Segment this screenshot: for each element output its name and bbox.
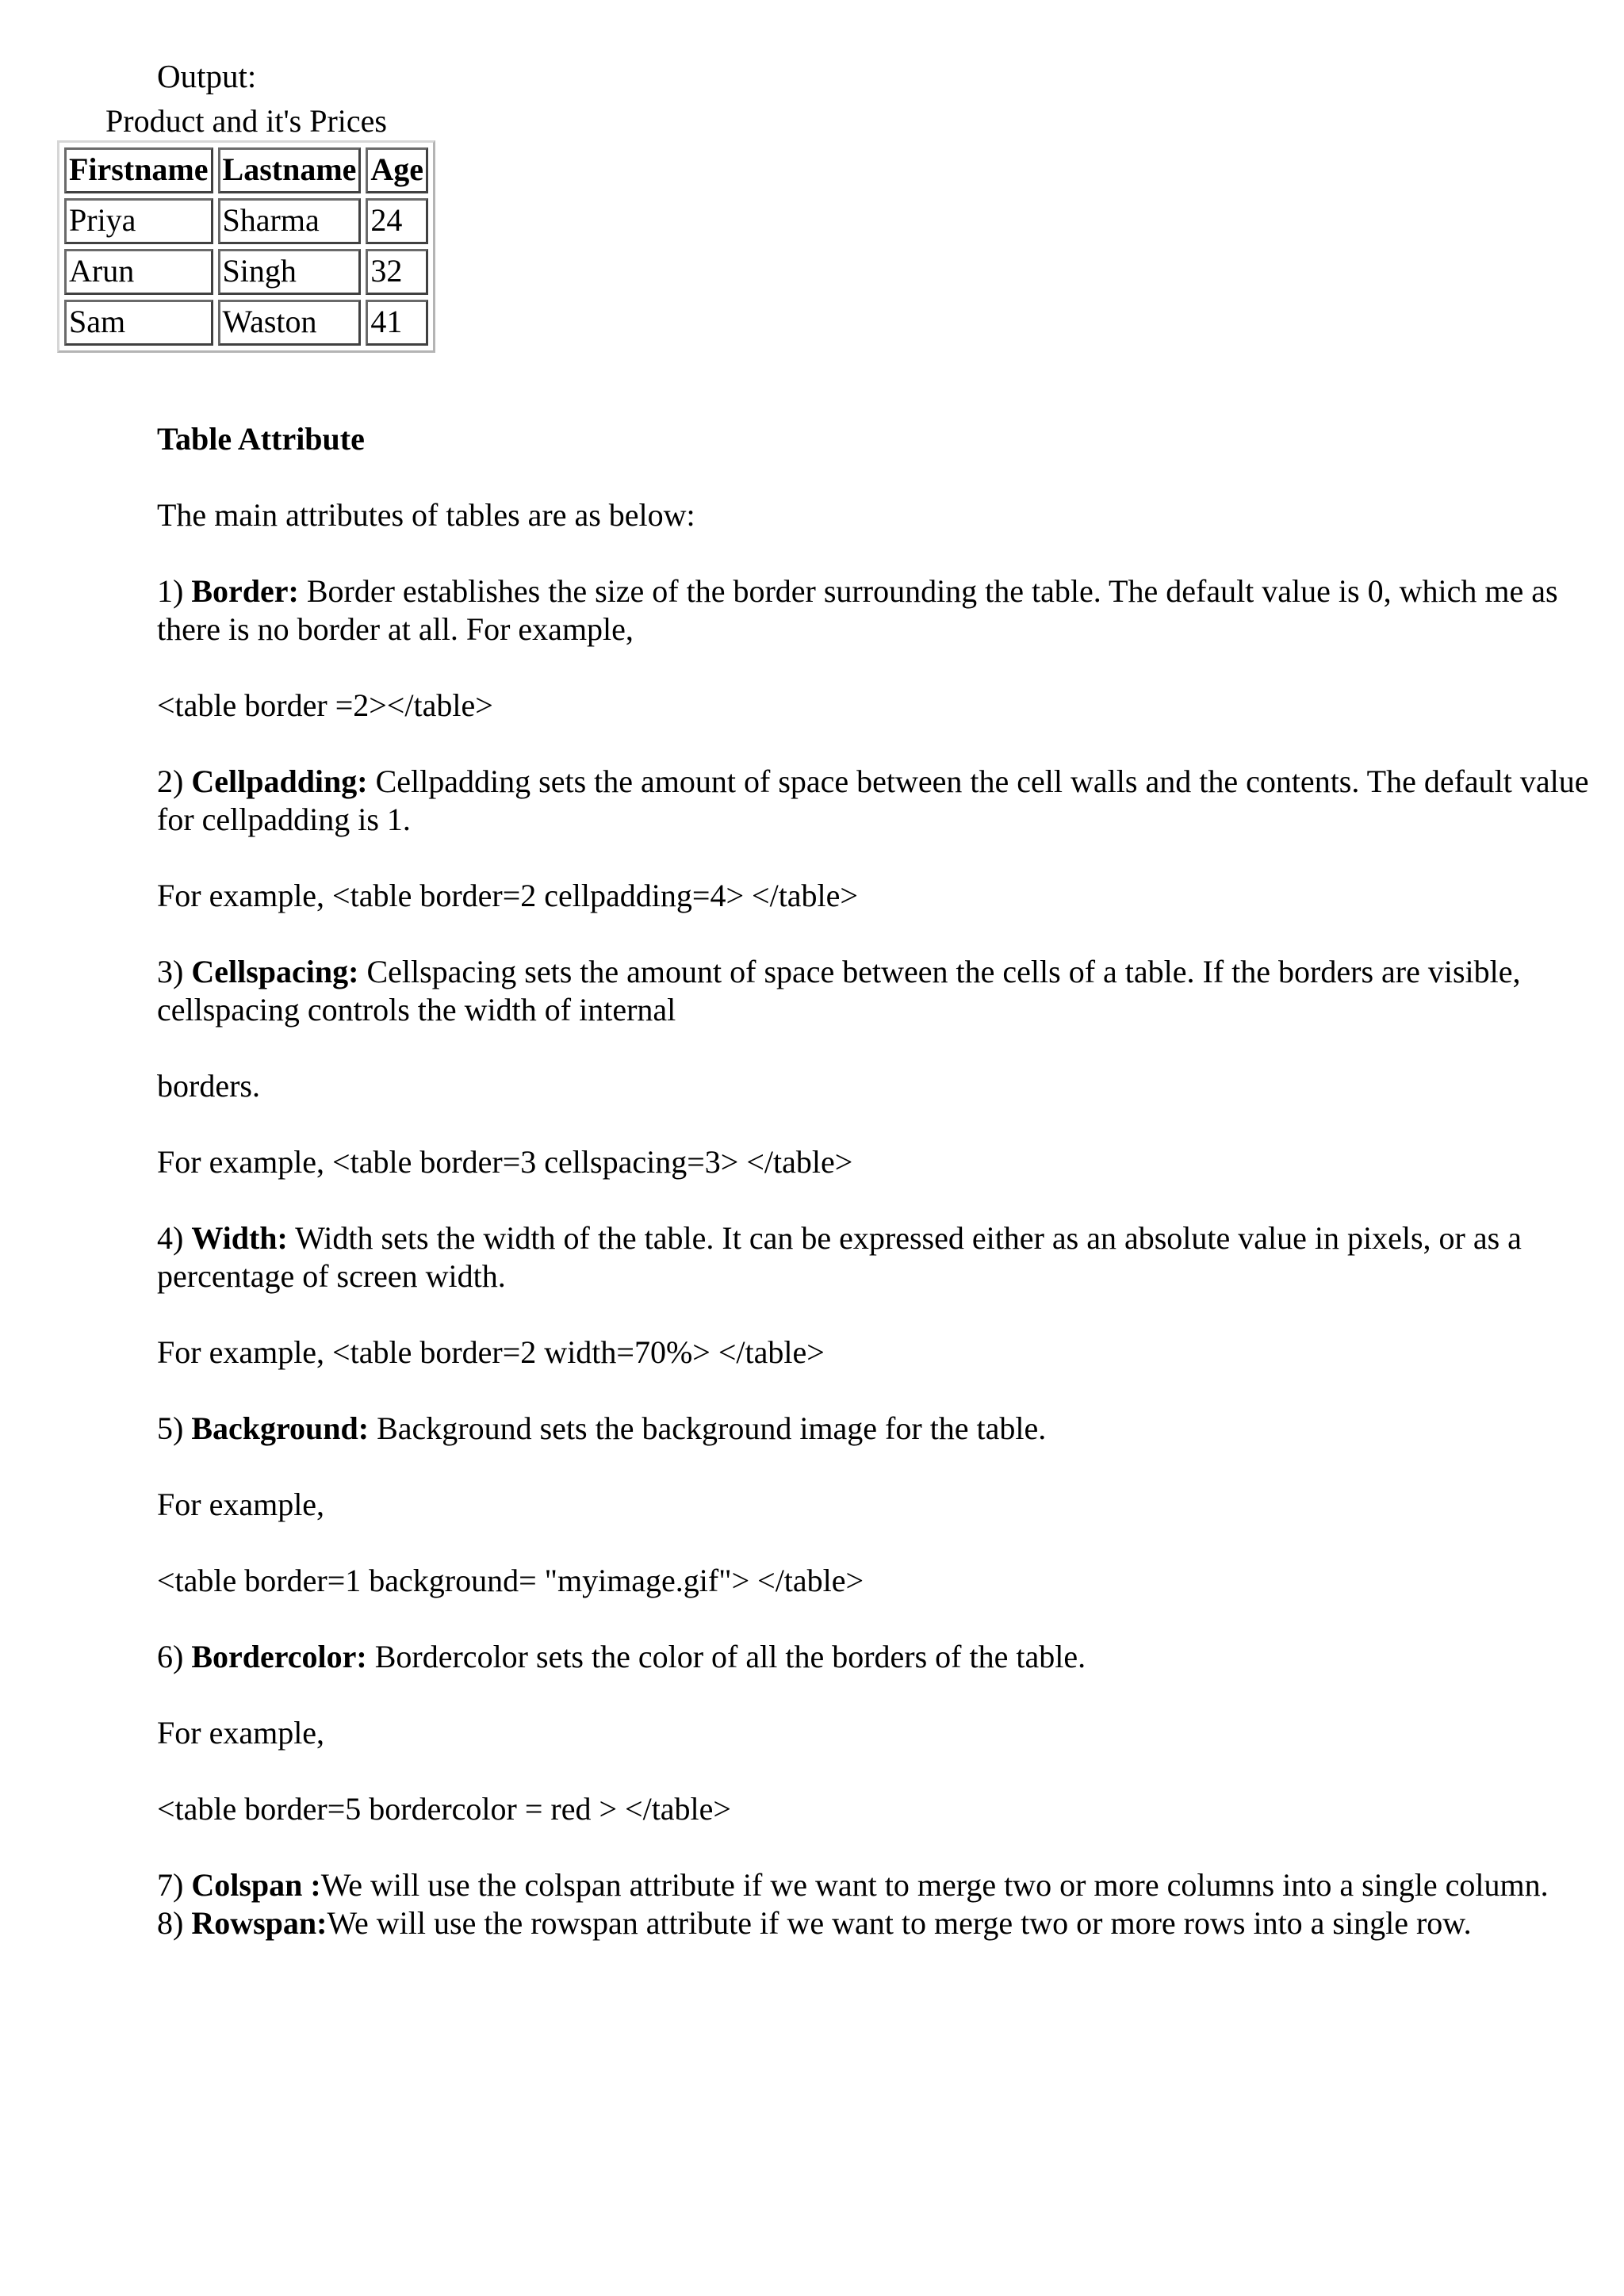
cell-age: 24 (366, 198, 428, 244)
attribute-name: Cellspacing: (191, 954, 359, 989)
cell-firstname: Priya (64, 198, 213, 244)
cell-age: 41 (366, 300, 428, 346)
header-age: Age (366, 147, 428, 193)
attribute-description: We will use the rowspan attribute if we want to merge two or more rows into a single row. (327, 1905, 1472, 1941)
attribute-colspan (157, 1866, 1592, 1904)
attribute-description: Cellpadding sets the amount of space between the cell walls and the contents. The default value for cellpadding is 1. (157, 763, 1589, 837)
example-cellpadding: For example, <table border=2 cellpadding=4> </table> (157, 878, 858, 913)
table-row (64, 198, 428, 244)
attribute-border (157, 572, 1592, 649)
example-background: <table border=1 background= "myimage.gif"> </table> (157, 1563, 864, 1598)
attribute-description: Background sets the background image for the table. (369, 1410, 1047, 1446)
attribute-description: Border establishes the size of the border surrounding the table. The default value is 0, which me as there is no border at all. For example, (157, 573, 1558, 647)
cell-lastname: Singh (218, 249, 362, 295)
attribute-name: Background: (191, 1410, 370, 1446)
attribute-rowspan (157, 1904, 1592, 1942)
attribute-description: Width sets the width of the table. It can be expressed either as an absolute value in pixels, or as a percentage of screen width. (157, 1220, 1522, 1294)
cell-firstname: Arun (64, 249, 213, 295)
attribute-cellspacing (157, 953, 1592, 1029)
output-label: Output: (157, 58, 257, 94)
example-border: <table border =2></table> (157, 687, 493, 723)
table-header-row (64, 147, 428, 193)
cellspacing-continuation: borders. (157, 1068, 260, 1104)
attribute-number: 2) (157, 763, 192, 799)
attribute-number: 1) (157, 573, 192, 609)
section-heading: Table Attribute (157, 421, 365, 457)
example-cellspacing: For example, <table border=3 cellspacing=3> </table> (157, 1144, 853, 1180)
example-bordercolor: <table border=5 bordercolor = red > </table> (157, 1791, 731, 1827)
header-lastname: Lastname (218, 147, 362, 193)
example-width: For example, <table border=2 width=70%> </table> (157, 1334, 825, 1370)
attribute-name: Bordercolor: (191, 1639, 367, 1674)
attribute-number: 7) (157, 1867, 192, 1903)
header-firstname: Firstname (64, 147, 213, 193)
table-row (64, 300, 428, 346)
attribute-number: 4) (157, 1220, 192, 1256)
example-intro-bordercolor: For example, (157, 1715, 325, 1751)
example-intro-background: For example, (157, 1487, 325, 1522)
table-attribute-section (157, 420, 1592, 1942)
cell-age: 32 (366, 249, 428, 295)
table-row (64, 249, 428, 295)
cell-firstname: Sam (64, 300, 213, 346)
attribute-number: 3) (157, 954, 192, 989)
attribute-width (157, 1219, 1592, 1295)
example-output-table (57, 96, 435, 353)
cell-lastname: Waston (218, 300, 362, 346)
attribute-name: Rowspan: (191, 1905, 327, 1941)
attribute-name: Border: (191, 573, 299, 609)
attribute-name: Cellpadding: (191, 763, 368, 799)
attribute-background (157, 1410, 1592, 1448)
attribute-name: Width: (191, 1220, 288, 1256)
attribute-name: Colspan : (191, 1867, 321, 1903)
attribute-number: 5) (157, 1410, 192, 1446)
intro-paragraph: The main attributes of tables are as below: (157, 497, 695, 533)
attribute-bordercolor (157, 1638, 1592, 1676)
attribute-number: 8) (157, 1905, 192, 1941)
cell-lastname: Sharma (218, 198, 362, 244)
attribute-cellpadding (157, 763, 1592, 839)
table-caption: Product and it's Prices (57, 96, 435, 140)
attribute-number: 6) (157, 1639, 192, 1674)
attribute-description: We will use the colspan attribute if we want to merge two or more columns into a single column. (320, 1867, 1549, 1903)
attribute-description: Bordercolor sets the color of all the borders of the table. (366, 1639, 1086, 1674)
attribute-description: Cellspacing sets the amount of space between the cells of a table. If the borders are visible, cellspacing controls the width of internal (157, 954, 1521, 1027)
